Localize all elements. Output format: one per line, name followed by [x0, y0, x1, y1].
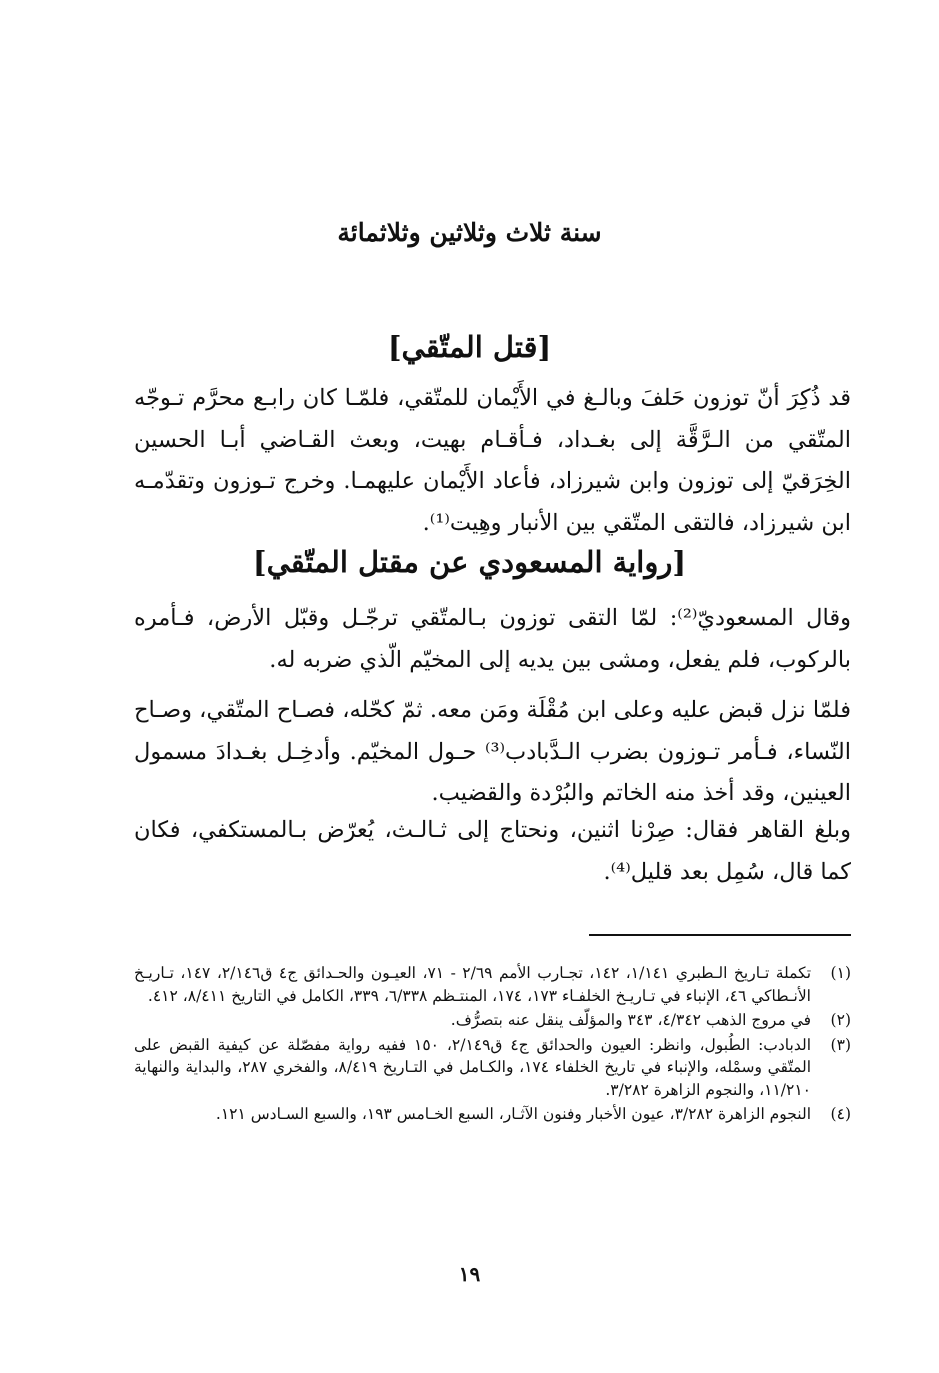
body-paragraph: فلمّا نزل قبض عليه وعلى ابن مُقْلَة ومَن معه. ثمّ كحّله، فصـاح المتّقي، وصـاح النّساء، فـأمر تـوزون بضرب الـدَّبادب⁽³⁾ حـول المخيّم. وأدخِـل بغـدادَ مسمول العينين، وقد أخذ منه الخاتم والبُرْدة والقضيب.: [134, 697, 851, 806]
footnote-number: (١): [830, 964, 851, 982]
body-paragraph: قد ذُكِرَ أنّ توزون حَلفَ وبالـغ في الأَيْمان للمتّقي، فلمّـا كان رابـع محرَّم تـوجّه المتّقي من الـرَّقَّة إلى بغـداد، فـأقـام بهيت، وبعث القـاضي أبـا الحسين الخِرَقيّ إلى توزون وابن شيرزاد، فأعاد الأَيْمان عليهمـا. وخرج تـوزون وتقدّمـه ابن شيرزاد، فالتقى المتّقي بين الأنبار وهِيت⁽¹⁾.: [134, 385, 851, 536]
section-title-masudi-account: [رواية المسعودي عن مقتل المتّقي]: [252, 545, 687, 579]
section-title-killing-of-al-muttaqi: [قتل المتّقي]: [387, 330, 552, 364]
footnote-text: الدبادب: الطُبول، وانظر: العيون والحدائق ج٤ ق٢/١٤٩، ١٥٠ ففيه رواية مفصّلة عن كيفية القبض على المتّقي وسمْله، والإنباء في تاريخ الخلفاء ١٧٤، والكـامل في التـاريخ ٨/٤١٩، والفخري ٢٨٧، والبداية والنهاية ١١/٢١٠، والنجوم الزاهرة ٣/٢٨٢.: [134, 1035, 812, 1099]
footnote-text: تكملة تـاريخ الـطبري ١/١٤١، ١٤٢، تجـارب الأمم ٢/٦٩ - ٧١، العيـون والحـدائق ج٤ ق٢/١٤٦، ١٤٧، تـاريـخ الأنـطاكي ٤٦، الإنباء في تـاريـخ الخلفـاء ١٧٣، ١٧٤، المنتـظم ٦/٣٣٨، ٣٣٩، الكامل في التاريخ ٨/٤١١، ٤١٢.: [134, 964, 812, 1005]
footnote-text: في مروج الذهب ٤/٣٤٢، ٣٤٣ والمؤلّف ينقل عنه بتصرُّف.: [450, 1011, 811, 1029]
footnote-divider: [589, 934, 851, 936]
body-paragraph: وبلغ القاهر فقال: صِرْنا اثنين، ونحتاج إلى ثـالـث، يُعرّض بـالمستكفي، فكان كما قال، سُمِل بعد قليل⁽⁴⁾.: [134, 817, 851, 885]
footnote-number: (٣): [830, 1035, 851, 1054]
footnote-number: (٤): [830, 1105, 851, 1123]
footnote-text: النجوم الزاهرة ٣/٢٨٢، عيون الأخبار وفنون الآثـار، السبع الخـامس ١٩٣، والسبع السـادس ١٢١.: [215, 1105, 811, 1123]
footnote-number: (٢): [830, 1011, 851, 1029]
footnotes: [134, 962, 851, 1128]
footnote: [134, 1009, 851, 1032]
page-number: ١٩: [458, 1262, 481, 1286]
footnote: [134, 1034, 851, 1102]
footnote: [134, 962, 851, 1007]
body-paragraph: وقال المسعوديّ⁽²⁾: لمّا التقى توزون بـالمتّقي ترجّـل وقبّل الأرض، فـأمره بالركوب، فلم يفعل، ومشى بين يديه إلى المخيّم الّذي ضربه له.: [134, 605, 851, 673]
year-heading: سنة ثلاث وثلاثين وثلاثمائة: [337, 218, 602, 247]
footnote: [134, 1103, 851, 1126]
